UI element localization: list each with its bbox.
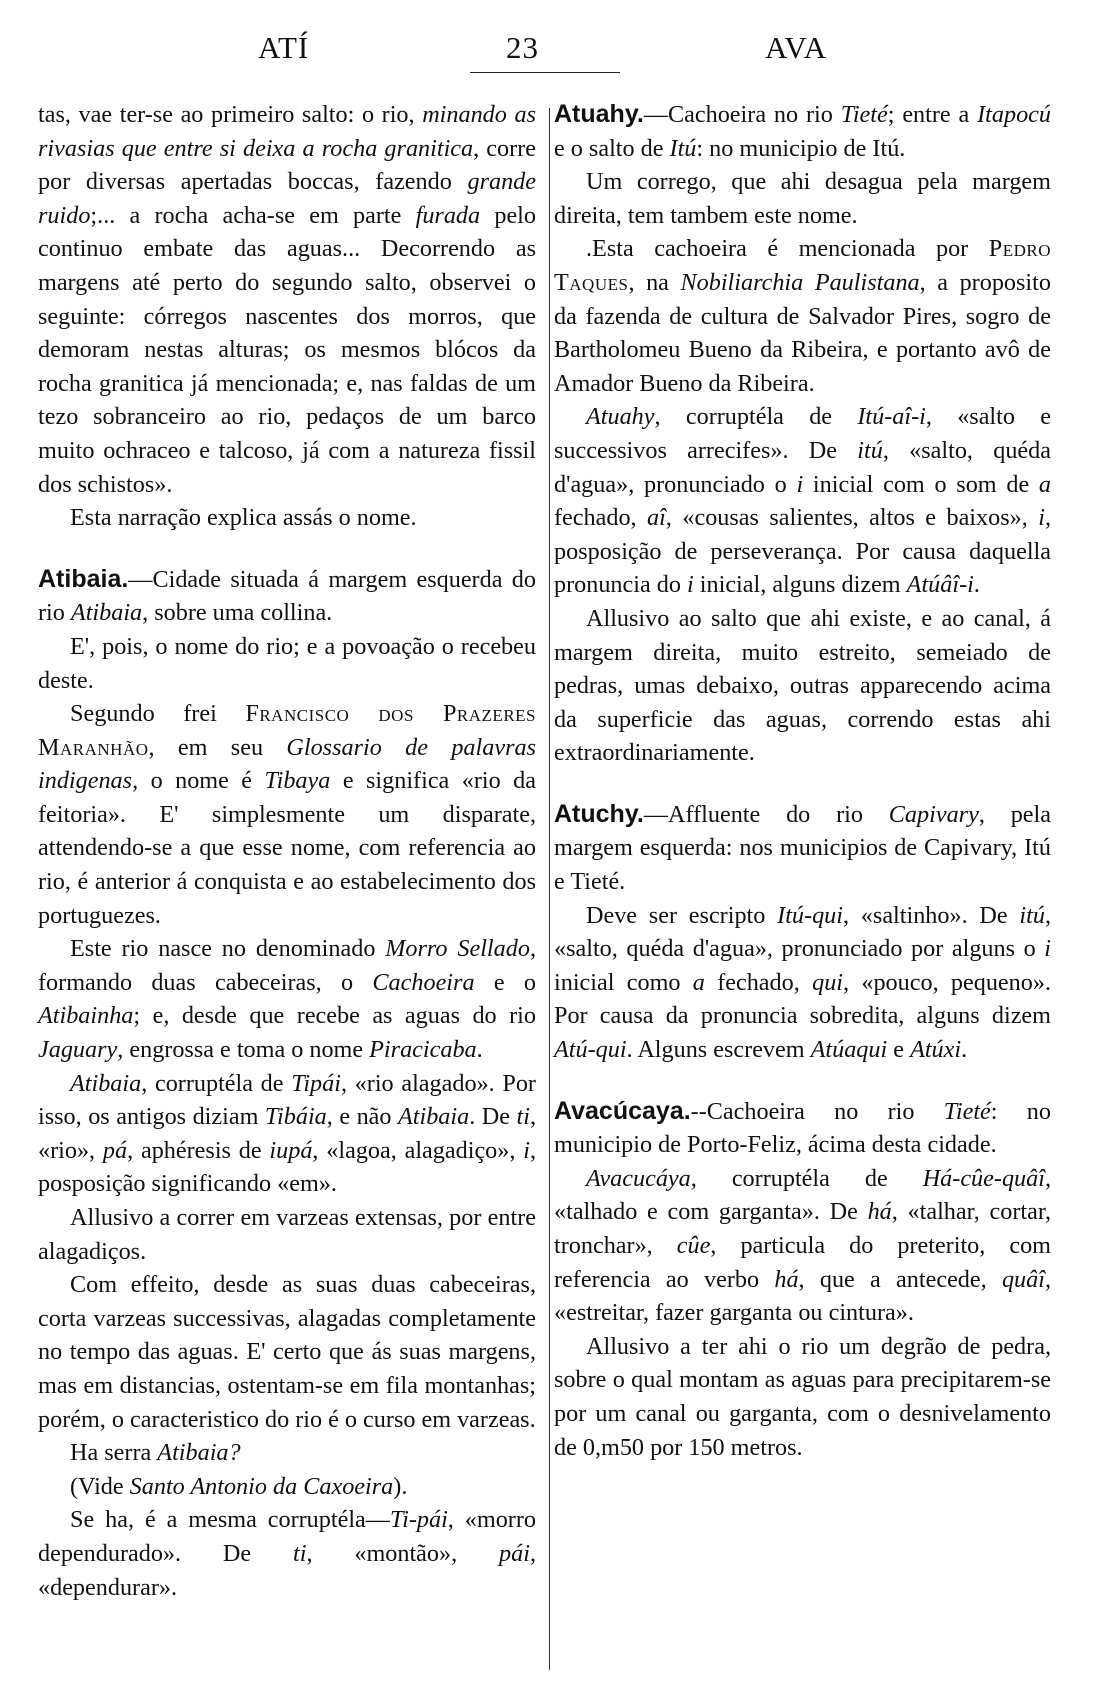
header-rule xyxy=(470,72,620,73)
headword: Atuchy. xyxy=(554,799,644,828)
paragraph: Deve ser escripto Itú-qui, «saltinho». De itú, «salto, quéda d'agua», pronunciado por alguns o i inicial como a fechado, qui, «pouco, pequeno». Por causa da pronuncia sobredita, alguns dizem Atú-qui. Alguns escrevem Atúaqui e Atúxi. xyxy=(554,901,1051,1064)
paragraph: Atuahy, corruptéla de Itú-aî-i, «salto e successivos arrecifes». De itú, «salto, quéda d'agua», pronunciado o i inicial com o som de a fechado, aî, «cousas salientes, altos e baixos», i, posposição de perseverança. Por causa daquella pronuncia do i inicial, alguns dizem Atúâî-i. xyxy=(554,403,1052,599)
entry-atuchy: Atuchy.—Affluente do rio Capivary, pela margem esquerda: nos municipios de Capivary, Itú e Tieté. xyxy=(554,799,1051,896)
paragraph: Ha serra Atibaia? xyxy=(70,1439,241,1467)
paragraph: Allusivo a ter ahi o rio um degrão de pedra, sobre o qual montam as aguas para precipitarem-se por um canal ou garganta, com o desnivelamento de 0,m50 por 150 metros. xyxy=(554,1332,1051,1461)
paragraph: Esta narração explica assás o nome. xyxy=(70,504,417,532)
paragraph: Se ha, é a mesma corruptéla—Ti-pái, «morro dependurado». De ti, «montão», pái, «dependurar». xyxy=(38,1506,536,1601)
paragraph: Um corrego, que ahi desagua pela margem direita, tem tambem este nome. xyxy=(554,168,1051,229)
paragraph: Allusivo a correr em varzeas extensas, por entre alagadiços. xyxy=(38,1204,536,1265)
headword: Atuahy. xyxy=(554,100,644,128)
entry-avacucaya: Avacúcaya.--Cachoeira no rio Tieté: no municipio de Porto-Feliz, ácima desta cidade. xyxy=(554,1096,1051,1159)
entry-atuahy: Atuahy.—Cachoeira no rio Tieté; entre a Itapocú e o salto de Itú: no municipio de Itú. xyxy=(554,100,1052,162)
paragraph: (Vide Santo Antonio da Caxoeira). xyxy=(70,1472,408,1500)
headword: Avacúcaya. xyxy=(554,1096,691,1125)
paragraph: Segundo frei Francisco dos Prazeres Maranhão, em seu Glossario de palavras indigenas, o nome é Tibaya e significa «rio da feitoria». E' simplesmente um disparate, attendendo-se a que esse nome, com referencia ao rio, é anterior á conquista e ao estabelecimento dos portuguezes. xyxy=(38,700,536,929)
right-column xyxy=(554,98,1051,1464)
header-last-word: AVA xyxy=(765,30,828,65)
running-header xyxy=(0,30,1100,80)
paragraph: Com effeito, desde as suas duas cabeceiras, corta varzeas successivas, alagadas completamente no tempo das aguas. E' certo que ás suas margens, mas em distancias, ostentam-se em fila montanhas; porém, o caracteristico do rio é o curso em varzeas. xyxy=(38,1271,536,1433)
entry-atibaia: Atibaia.—Cidade situada á margem esquerda do rio Atibaia, sobre uma collina. xyxy=(38,564,536,627)
header-first-word: ATÍ xyxy=(258,30,310,65)
left-column xyxy=(38,98,536,1604)
paragraph: Atibaia, corruptéla de Tipái, «rio alagado». Por isso, os antigos diziam Tibáia, e não Atibaia. De ti, «rio», pá, aphéresis de iupá, «lagoa, alagadiço», i, posposição significando «em». xyxy=(38,1069,536,1198)
paragraph: Allusivo ao salto que ahi existe, e ao canal, á margem direita, muito estreito, semeiado de pedras, umas debaixo, outras apparecendo acima da superficie das aguas, correndo estas ahi extraordinariamente. xyxy=(554,604,1051,767)
paragraph: E', pois, o nome do rio; e a povoação o recebeu deste. xyxy=(38,632,536,694)
paragraph: tas, vae ter-se ao primeiro salto: o rio, minando as rivasias que entre si deixa a rocha granitica, corre por diversas apertadas boccas, fazendo grande ruido;... a rocha acha-se em parte furada pelo continuo embate das aguas... Decorrendo as margens até perto do segundo salto, observei o seguinte: córregos nascentes dos morros, que demoram nestas alturas; os mesmos blócos da rocha granitica já mencionada; e, nas faldas de um tezo sobranceiro ao rio, pedaços de um barco muito ochraceo e talcoso, já com a natureza fissil dos schistos». xyxy=(38,101,536,498)
headword: Atibaia. xyxy=(38,564,129,593)
column-divider xyxy=(549,108,550,1670)
page-number: 23 xyxy=(506,30,539,65)
paragraph: Avacucáya, corruptéla de Há-cûe-quâî, «talhado e com garganta». De há, «talhar, cortar, tronchar», cûe, particula do preterito, com referencia ao verbo há, que a antecede, quâî, «estreitar, fazer garganta ou cintura». xyxy=(554,1164,1052,1327)
paragraph: Este rio nasce no denominado Morro Sellado, formando duas cabeceiras, o Cachoeira e o Atibainha; e, desde que recebe as aguas do rio Jaguary, engrossa e toma o nome Piracicaba. xyxy=(38,935,536,1064)
paragraph: .Esta cachoeira é mencionada por Pedro Taques, na Nobiliarchia Paulistana, a proposito da fazenda de cultura de Salvador Pires, sogro de Bartholomeu Bueno da Ribeira, e portanto avô de Amador Bueno da Ribeira. xyxy=(554,235,1051,397)
